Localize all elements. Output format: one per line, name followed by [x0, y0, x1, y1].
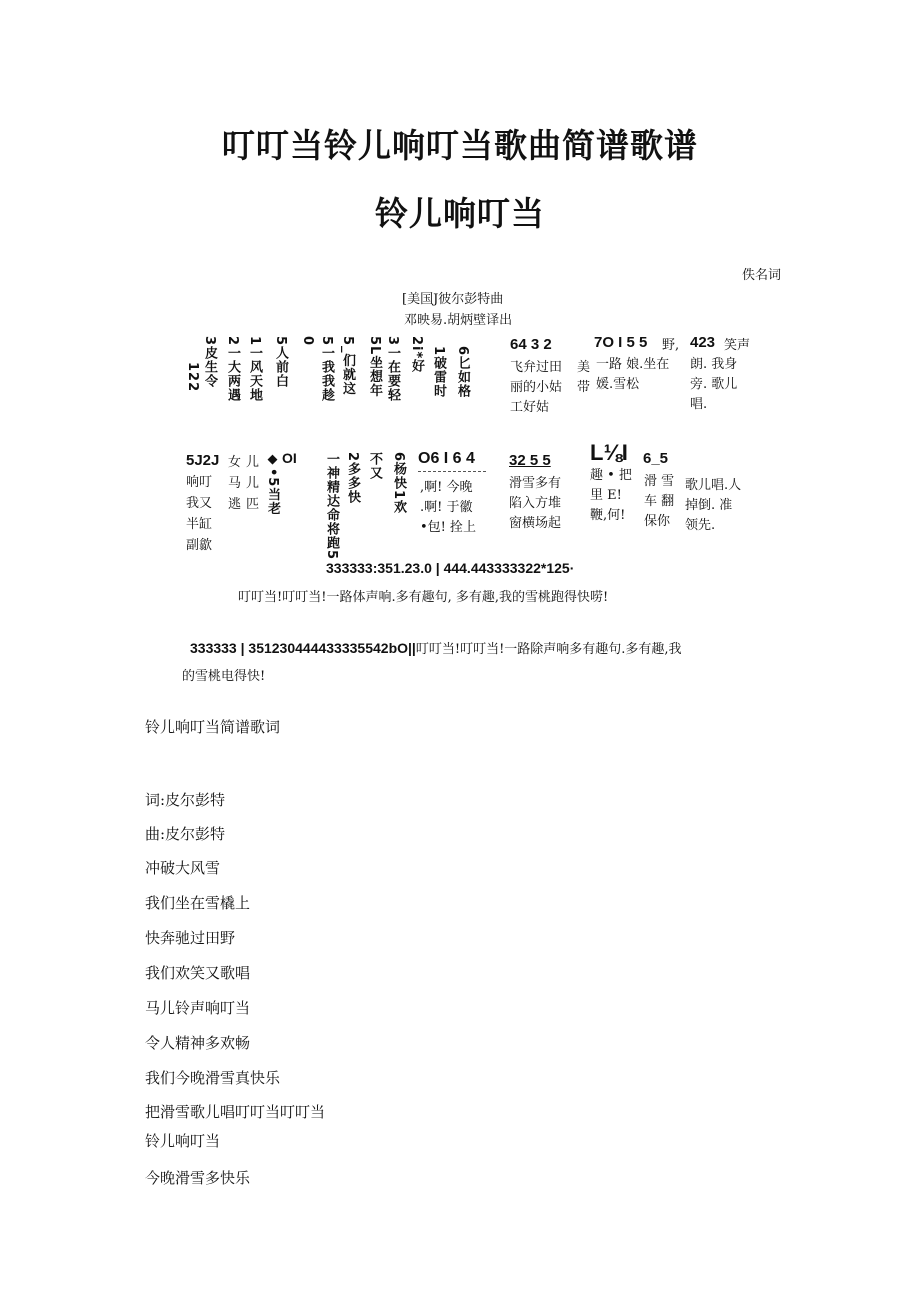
lyric-fragment: 副歙: [186, 538, 213, 553]
lyric-line: 曲:皮尔彭特: [145, 825, 226, 843]
lyric-fragment: 匹: [246, 497, 260, 512]
lyric-fragment: •包! 拴上: [420, 520, 477, 535]
score-column: 2i*好: [409, 336, 424, 374]
lyric-fragment: 旁. 歌儿: [690, 377, 738, 392]
lyric-line: 把滑雪歌儿唱叮叮当叮叮当: [145, 1103, 326, 1121]
score-column: 1一风天地: [247, 336, 262, 403]
score-column: 6杨快1欢: [391, 452, 406, 515]
chorus-notes: 333333 | 351230444433335542bO||: [190, 640, 416, 656]
page-title: 叮叮当铃儿响叮当歌曲简谱歌谱: [222, 126, 698, 165]
score-column: ◆•5当老: [265, 452, 280, 516]
lyric-fragment: 歌儿唱.人: [685, 478, 742, 493]
lyric-fragment: 鞭,何!: [590, 508, 626, 523]
translator-credit: 邓映易.胡炳壁译出: [404, 313, 513, 328]
score-notes: 5J2J: [186, 452, 220, 469]
lyric-line: 我们坐在雪橇上: [145, 894, 251, 912]
score-column: 不又: [367, 452, 382, 480]
lyric-fragment: 掉倒. 准: [685, 498, 733, 513]
lyric-fragment: 朗. 我身: [690, 357, 738, 372]
lyric-fragment: 趣 • 把: [590, 468, 632, 483]
score-column: 3皮生令: [202, 336, 217, 389]
lyric-line: 我们欢笑又歌唱: [145, 964, 251, 982]
lyric-line: 快奔驰过田野: [145, 929, 236, 947]
score-notes: L⅛I: [590, 440, 628, 465]
lyric-fragment: 一路 娘.坐在: [596, 357, 670, 372]
lyric-fragment: 女: [228, 455, 242, 470]
underline-divider: [418, 471, 486, 472]
score-column: 0: [300, 336, 315, 347]
score-column: 5L坐想年: [367, 336, 382, 398]
lyric-fragment: 野,: [662, 338, 680, 353]
score-column: 5_们就这: [340, 336, 355, 396]
lyric-fragment: 工好姑: [510, 400, 550, 415]
score-column: 2多多快: [345, 452, 360, 505]
score-column: 1破雷时: [431, 346, 446, 399]
lyric-line: 马儿铃声响叮当: [145, 999, 251, 1017]
score-notes: 64 3 2: [510, 336, 552, 353]
lyric-fragment: 我又: [186, 496, 213, 511]
chorus-lyrics: 叮叮当!叮叮当!一路除声响多有趣句.多有趣,我: [415, 642, 682, 657]
score-column: 一神精达命将跑5: [324, 452, 339, 561]
lyric-fragment: 窗横场起: [509, 516, 562, 531]
score-notes: 7O I 5 5: [594, 334, 648, 351]
lyric-fragment: 响叮: [186, 475, 213, 490]
composer-credit: [美国J彼尔彭特曲: [402, 292, 504, 307]
lyric-fragment: 保你: [644, 514, 671, 529]
score-notes: O6 I 6 4: [418, 450, 475, 467]
lyric-fragment: 媛.雪松: [596, 377, 640, 392]
lyric-line: 铃儿响叮当: [145, 1132, 221, 1150]
lyric-fragment: 儿: [246, 455, 260, 470]
score-column: 5一我我趁: [319, 336, 334, 403]
score-notes: 423: [690, 334, 716, 351]
chorus-lyrics: 的雪桃电得快!: [182, 669, 266, 684]
lyric-fragment: 逃: [228, 497, 242, 512]
lyric-line: 令人精神多欢畅: [145, 1034, 251, 1052]
score-notes: 6_5: [643, 450, 669, 467]
score-notes: OI: [282, 450, 297, 466]
lyric-line: 冲破大风雪: [145, 859, 221, 877]
chorus-notes: 333333:351.23.0 | 444.443333322*125·: [326, 560, 575, 576]
lyric-fragment: 儿: [246, 476, 260, 491]
lyric-fragment: 美: [577, 360, 591, 375]
lyric-line: 我们今晚滑雪真快乐: [145, 1069, 281, 1087]
lyric-fragment: 陷入方堆: [509, 496, 562, 511]
lyric-fragment: 里 E!: [590, 488, 622, 503]
score-column: 3一在要轻: [385, 336, 400, 403]
lyric-fragment: ,啊! 今晚: [420, 480, 473, 495]
score-column: 122: [185, 362, 200, 393]
lyric-fragment: 滑 雪: [644, 474, 675, 489]
score-notes: 32 5 5: [509, 452, 551, 469]
lyric-fragment: 车 翻: [644, 494, 675, 509]
lyric-line: 今晚滑雪多快乐: [145, 1169, 251, 1187]
lyric-fragment: 唱.: [690, 397, 708, 412]
lyric-fragment: 丽的小姑: [510, 380, 563, 395]
lyric-fragment: .啊! 于徽: [420, 500, 473, 515]
lyric-fragment: 带: [577, 380, 591, 395]
score-column: 2一大两遇: [225, 336, 240, 403]
lyric-fragment: 领先.: [685, 518, 716, 533]
lyric-fragment: 笑声: [724, 338, 751, 353]
song-title: 铃儿响叮当: [375, 194, 545, 233]
lyric-line: 词:皮尔彭特: [145, 791, 226, 809]
lyrics-heading: 铃儿响叮当简谱歌词: [145, 718, 281, 736]
chorus-lyrics: 叮叮当!叮叮当!一路体声响.多有趣句, 多有趣,我的雪桃跑得快唠!: [238, 590, 609, 605]
lyric-fragment: 半缸: [186, 517, 213, 532]
score-column: 5人前白: [273, 336, 288, 389]
lyric-fragment: 马: [228, 476, 242, 491]
lyric-fragment: 飞弁过田: [510, 360, 563, 375]
lyric-fragment: 滑雪多有: [509, 476, 562, 491]
score-column: 6匕如格: [455, 346, 470, 399]
lyricist-credit: 佚名词: [742, 268, 782, 283]
